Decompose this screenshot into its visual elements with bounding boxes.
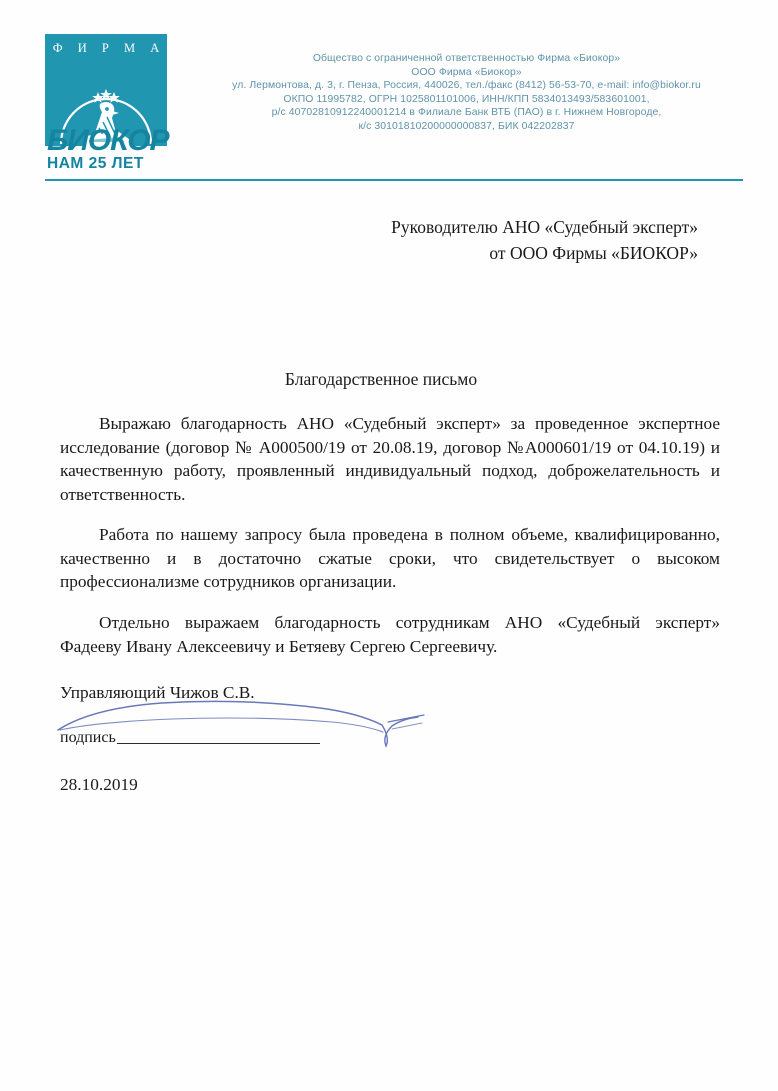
company-details-line: ул. Лермонтова, д. 3, г. Пенза, Россия, 440026, тел./факс (8412) 56-53-70, e-mail: info@biokor.ru (232, 80, 701, 92)
company-logo (45, 34, 177, 172)
company-details-line: к/с 30101810200000000837, БИК 042202837 (358, 120, 575, 132)
letter-paragraph: Работа по нашему запросу была проведена в полном объеме, квалифицированно, качественно и в достаточно сжатые сроки, что свидетельствует о высоком профессионализме сотрудников организации. (60, 525, 720, 592)
header-divider (45, 179, 743, 181)
letter-body (60, 206, 720, 802)
signature-block (60, 682, 720, 802)
company-details-line: р/с 40702810912240001214 в Филиале Банк ВТБ (ПАО) в г. Нижнем Новгороде, (271, 107, 662, 119)
signatory-name: Управляющий Чижов С.В. (60, 683, 255, 703)
logo-brand-text: БИОКОР (47, 124, 169, 157)
logo-slogan-text: НАМ 25 ЛЕТ (47, 155, 144, 172)
company-details-line: Общество с ограниченной ответственностью Фирма «Биокор» (312, 53, 621, 64)
addressee-line: от ООО Фирмы «БИОКОР» (489, 243, 698, 263)
addressee-line: Руководителю АНО «Судебный эксперт» (391, 217, 698, 237)
signature-line-row (60, 729, 320, 747)
letter-paragraph: Отдельно выражаем благодарность сотрудникам АНО «Судебный эксперт» Фадееву Ивану Алексеевичу и Бетяеву Сергею Сергеевичу. (60, 613, 720, 656)
signature-label: подпись (60, 729, 116, 747)
letter-title: Благодарственное письмо (284, 369, 478, 389)
addressee-block (60, 214, 720, 266)
letter-paragraph: Выражаю благодарность АНО «Судебный эксперт» за проведенное экспертное исследование (договор № А000500/19 от 20.08.19, договор №А000601/19 от 04.10.19) и качественную работу, проявленный индивидуальный подход, доброжелательность и ответственность. (60, 414, 720, 504)
document-date: 28.10.2019 (60, 775, 138, 795)
letterhead (0, 0, 778, 196)
company-details (190, 52, 743, 134)
logo-firma-text: Ф И Р М А (52, 41, 166, 55)
signature-rule (117, 743, 320, 744)
company-details-line: ОКПО 11995782, ОГРН 1025801101006, ИНН/КПП 5834013493/583601001, (283, 93, 650, 105)
company-details-line: ООО Фирма «Биокор» (411, 66, 522, 78)
logo-wordmark (45, 124, 177, 172)
